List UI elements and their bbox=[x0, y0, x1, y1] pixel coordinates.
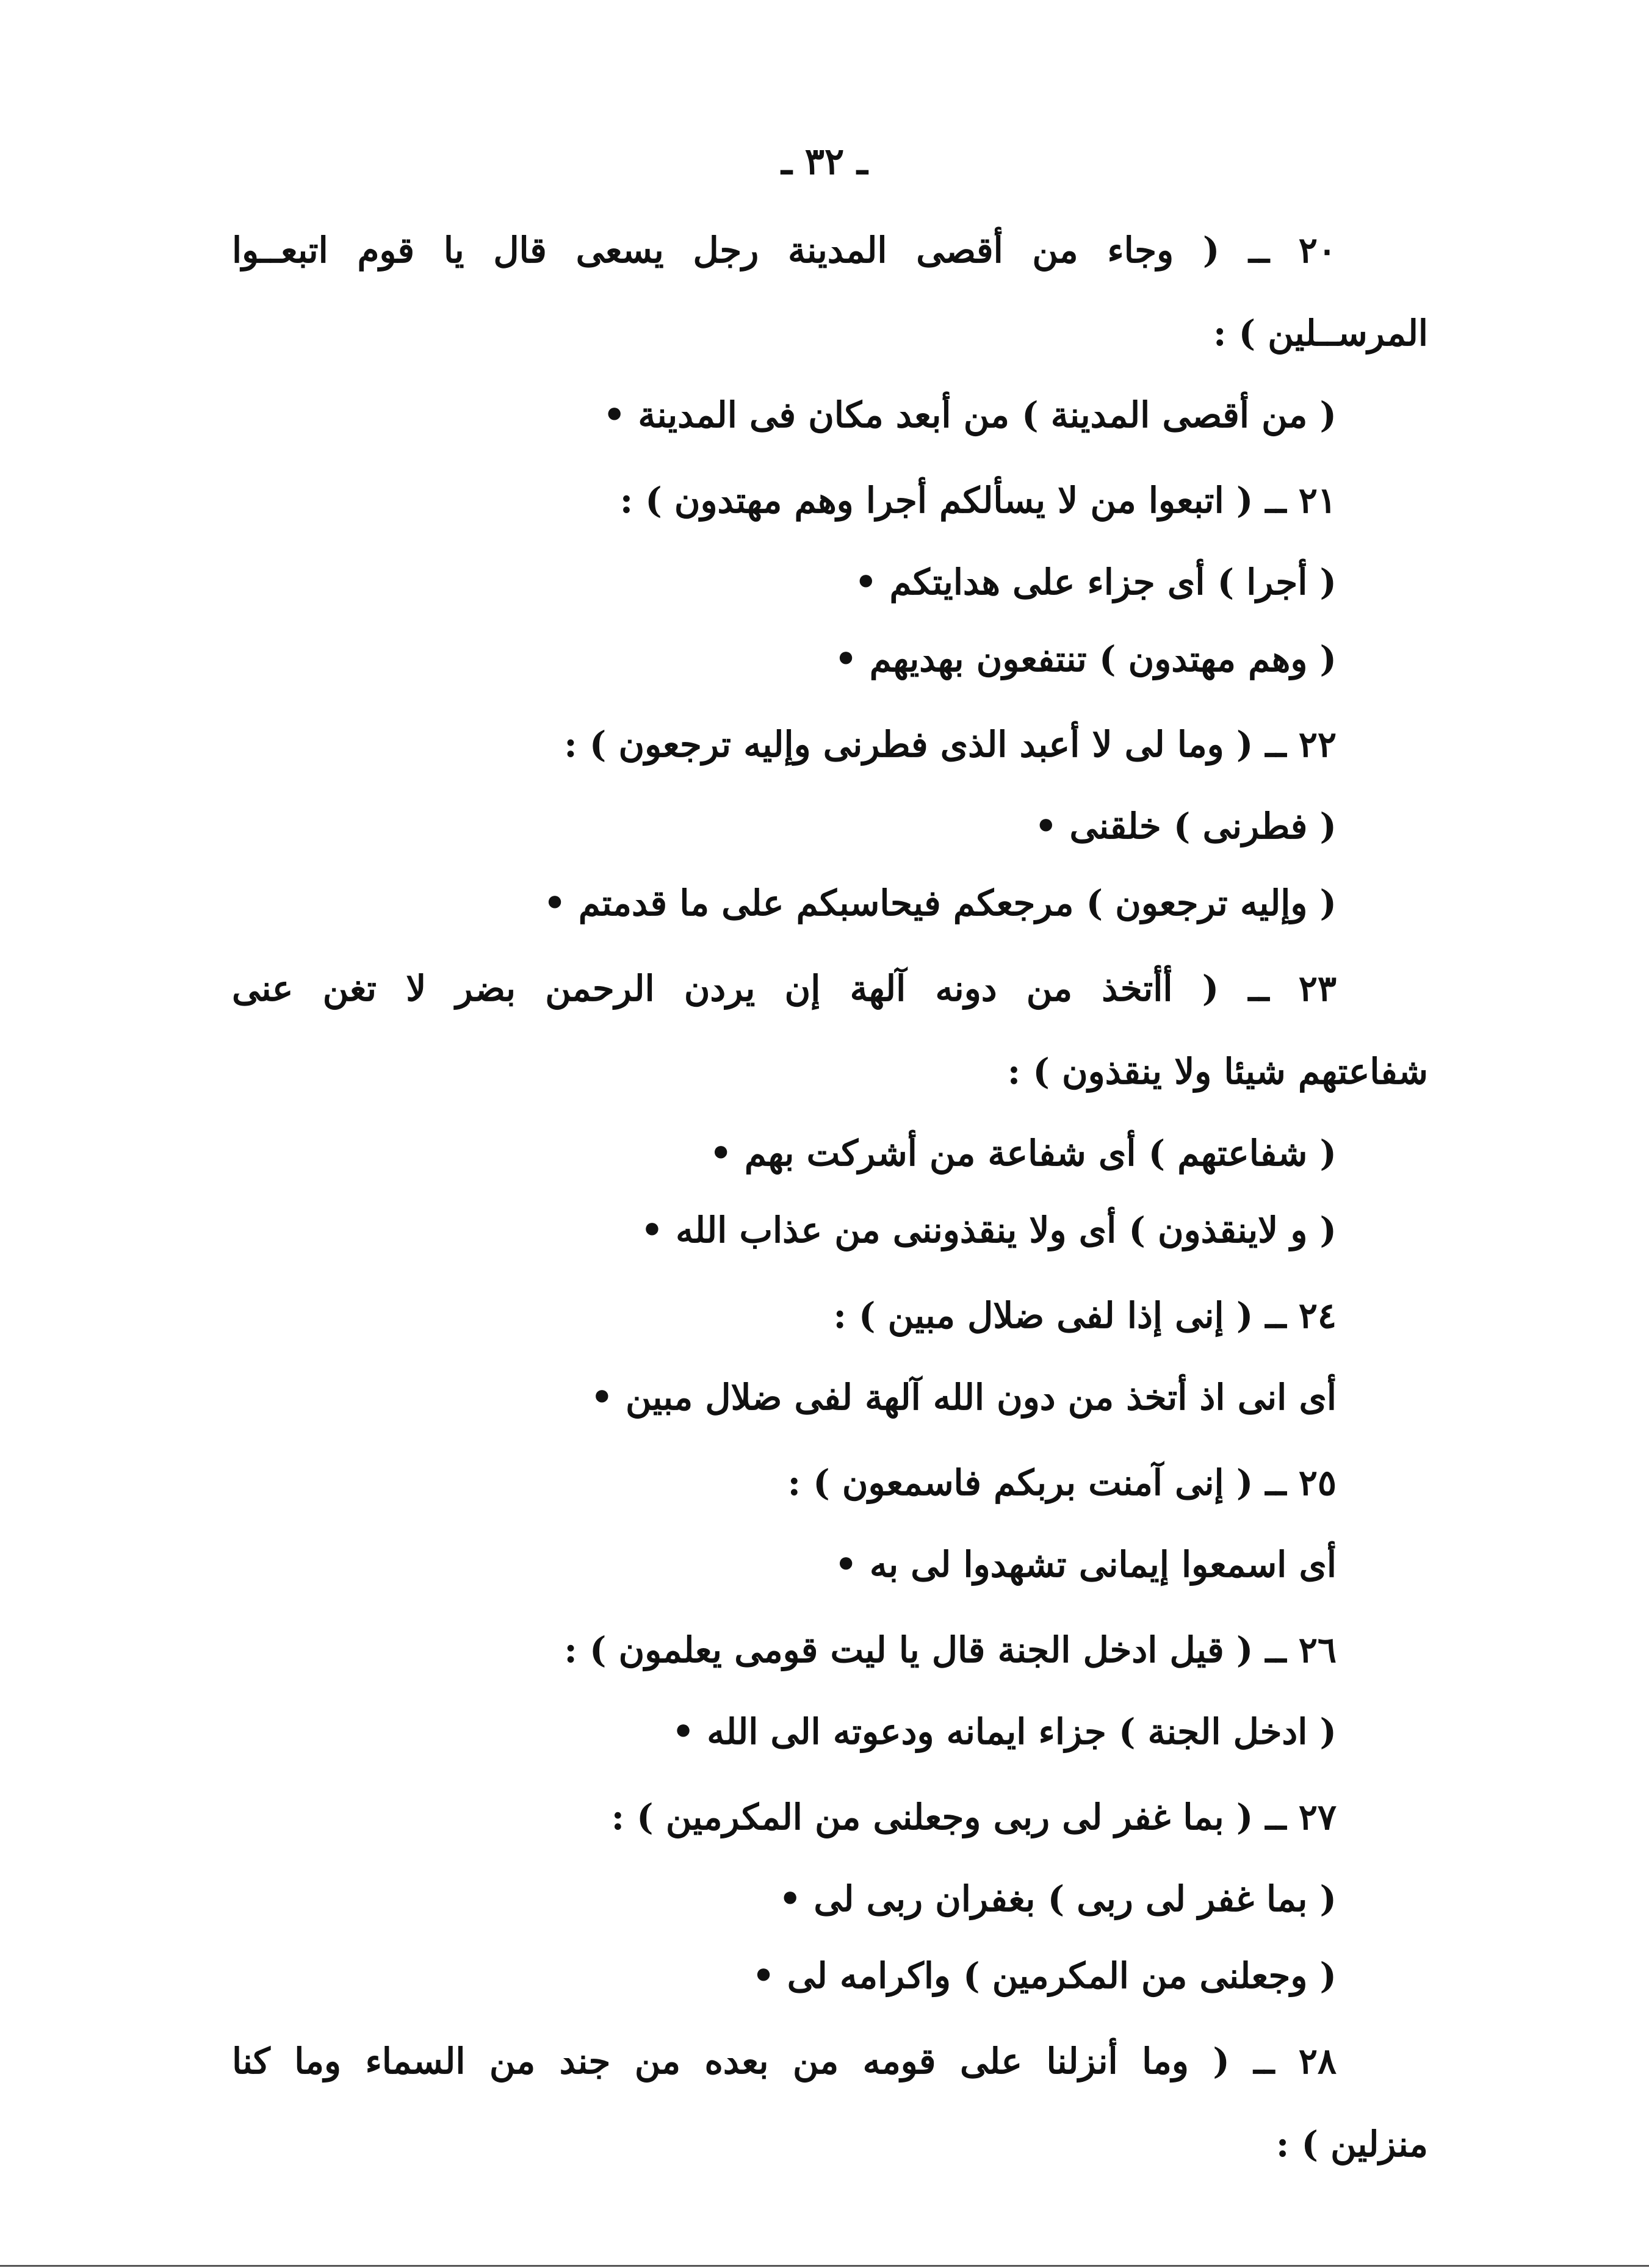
verse-block bbox=[232, 720, 1337, 927]
verse-block bbox=[232, 476, 1337, 683]
verse-continuation: منزلين ) : bbox=[1276, 2123, 1428, 2165]
verse-continuation: شفاعتهم شيئا ولا ينقذون ) : bbox=[1007, 1051, 1428, 1092]
gloss-line: ( فطرنى ) خلقنى • bbox=[1034, 805, 1337, 847]
gloss-line: ( بما غفر لى ربى ) بغفران ربى لى • bbox=[779, 1878, 1337, 1920]
page-number: ـ ٣٢ ـ bbox=[781, 140, 868, 183]
verse-block bbox=[232, 226, 1428, 439]
verse-block bbox=[232, 964, 1428, 1255]
gloss-line: أى انى اذ أتخذ من دون الله آلهة لفى ضلال مبين • bbox=[590, 1377, 1337, 1418]
gloss-line: ( وهم مهتدون ) تنتفعون بهديهم • bbox=[834, 638, 1337, 680]
verse-line: ٢٦ ــ ( قيل ادخل الجنة قال يا ليت قومى يعلمون ) : bbox=[564, 1629, 1337, 1671]
verse-line: ٢٤ ــ ( إنى إذا لفى ضلال مبين ) : bbox=[833, 1295, 1337, 1336]
verse-line: ٢٨ ــ ( وما أنزلنا على قومه من بعده من جند من السماء وما كنا bbox=[232, 2040, 1337, 2082]
verse-line: ٢٣ ــ ( أأتخذ من دونه آلهة إن يردن الرحمن بضر لا تغن عنى bbox=[232, 968, 1337, 1009]
verse-line: ٢٢ ــ ( وما لى لا أعبد الذى فطرنى وإليه ترجعون ) : bbox=[564, 724, 1337, 765]
verse-line: ٢٧ ــ ( بما غفر لى ربى وجعلنى من المكرمين ) : bbox=[611, 1796, 1337, 1838]
gloss-line: ( ادخل الجنة ) جزاء ايمانه ودعوته الى الله • bbox=[671, 1711, 1337, 1752]
gloss-line: ( و لاينقذون ) أى ولا ينقذوننى من عذاب الله • bbox=[640, 1209, 1337, 1251]
verse-line: ٢١ ــ ( اتبعوا من لا يسألكم أجرا وهم مهتدون ) : bbox=[619, 480, 1337, 521]
verse-block bbox=[232, 1793, 1337, 2000]
verse-continuation: المرســلين ) : bbox=[1213, 312, 1428, 354]
verse-block bbox=[232, 1291, 1337, 1422]
gloss-line: ( من أقصى المدينة ) من أبعد مكان فى المدينة • bbox=[603, 394, 1337, 436]
gloss-line: ( أجرا ) أى جزاء على هدايتكم • bbox=[854, 561, 1337, 603]
gloss-line: أى اسمعوا إيمانى تشهدوا لى به • bbox=[834, 1544, 1337, 1585]
verse-line: ٢٥ ــ ( إنى آمنت بربكم فاسمعون ) : bbox=[787, 1462, 1337, 1503]
verse-block bbox=[232, 1458, 1337, 1589]
verse-block bbox=[232, 1625, 1337, 1756]
gloss-line: ( شفاعتهم ) أى شفاعة من أشركت بهم • bbox=[709, 1132, 1337, 1174]
bottom-border-line bbox=[0, 2265, 1649, 2267]
commentary-body bbox=[232, 226, 1428, 2169]
gloss-line: ( وإليه ترجعون ) مرجعكم فيحاسبكم على ما قدمتم • bbox=[543, 882, 1337, 924]
gloss-line: ( وجعلنى من المكرمين ) واكرامه لى • bbox=[752, 1955, 1337, 1996]
verse-block bbox=[232, 2037, 1428, 2169]
verse-line: ٢٠ ــ ( وجاء من أقصى المدينة رجل يسعى قال يا قوم اتبعــوا bbox=[232, 229, 1337, 271]
